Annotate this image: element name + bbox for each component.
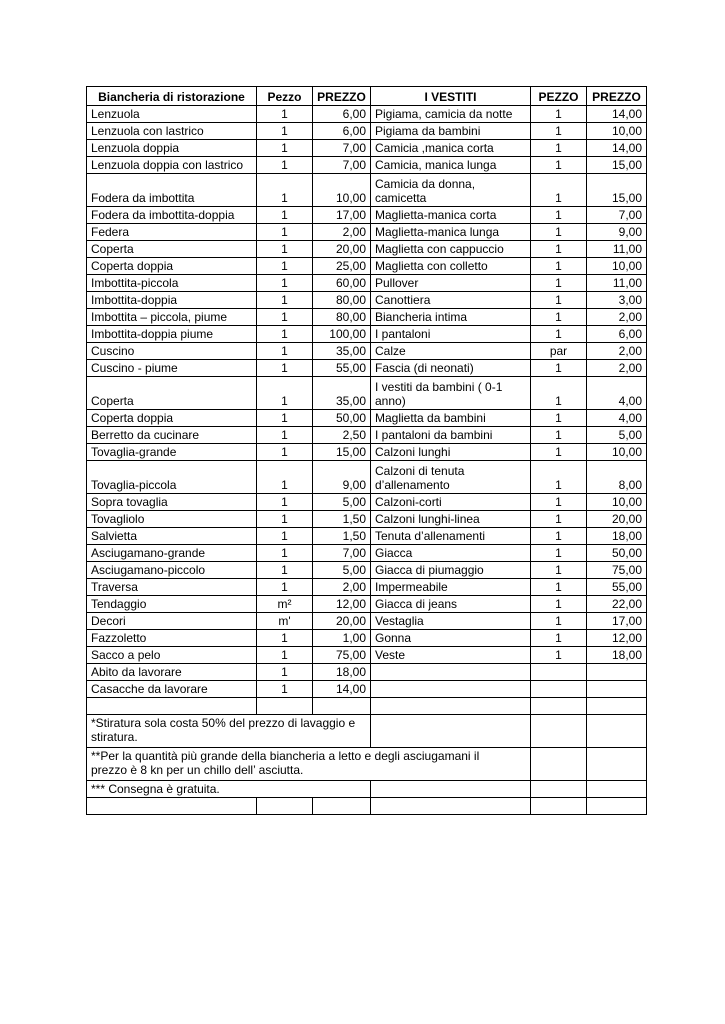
linen-qty-cell: 1: [257, 292, 313, 309]
linen-qty-cell: 1: [257, 528, 313, 545]
empty-cell: [371, 715, 531, 748]
empty-cell: [531, 748, 587, 781]
linen-qty-cell: 1: [257, 106, 313, 123]
clothes-qty-cell: 1: [531, 224, 587, 241]
clothes-item-cell: Giacca di piumaggio: [371, 562, 531, 579]
header-clothes-price: PREZZO: [587, 87, 647, 106]
clothes-qty-cell: 1: [531, 579, 587, 596]
clothes-item-cell: Veste: [371, 647, 531, 664]
linen-item-cell: Tendaggio: [87, 596, 257, 613]
table-row: [87, 630, 647, 647]
clothes-item-cell: Maglietta da bambini: [371, 410, 531, 427]
linen-item-cell: Casacche da lavorare: [87, 681, 257, 698]
clothes-qty-cell: 1: [531, 630, 587, 647]
linen-qty-cell: 1: [257, 562, 313, 579]
linen-price-cell: 80,00: [313, 292, 371, 309]
clothes-qty-cell: 1: [531, 444, 587, 461]
clothes-qty-cell: 1: [531, 647, 587, 664]
linen-item-cell: Imbottita – piccola, piume: [87, 309, 257, 326]
clothes-price-cell: 6,00: [587, 326, 647, 343]
table-row: [87, 562, 647, 579]
empty-cell: [257, 798, 313, 815]
linen-price-cell: 15,00: [313, 444, 371, 461]
clothes-qty-cell: 1: [531, 377, 587, 410]
linen-item-cell: Lenzuola doppia: [87, 140, 257, 157]
clothes-qty-cell: 1: [531, 494, 587, 511]
empty-cell: [313, 698, 371, 715]
linen-qty-cell: 1: [257, 207, 313, 224]
clothes-price-cell: 8,00: [587, 461, 647, 494]
linen-item-cell: Coperta: [87, 241, 257, 258]
clothes-price-cell: [587, 664, 647, 681]
table-row: [87, 326, 647, 343]
linen-item-cell: Coperta doppia: [87, 410, 257, 427]
empty-cell: [371, 781, 531, 798]
empty-cell: [531, 715, 587, 748]
clothes-price-cell: 55,00: [587, 579, 647, 596]
empty-row: [87, 798, 647, 815]
clothes-item-cell: Gonna: [371, 630, 531, 647]
empty-cell: [371, 798, 531, 815]
empty-cell: [531, 798, 587, 815]
linen-price-cell: 2,00: [313, 224, 371, 241]
table-row: [87, 410, 647, 427]
clothes-item-cell: Calzoni di tenuta d’allenamento: [371, 461, 531, 494]
table-row: [87, 360, 647, 377]
clothes-item-cell: Calze: [371, 343, 531, 360]
clothes-qty-cell: 1: [531, 123, 587, 140]
linen-price-cell: 5,00: [313, 562, 371, 579]
clothes-qty-cell: 1: [531, 613, 587, 630]
linen-price-cell: 18,00: [313, 664, 371, 681]
clothes-price-cell: 4,00: [587, 377, 647, 410]
empty-cell: [587, 715, 647, 748]
clothes-price-cell: 11,00: [587, 275, 647, 292]
linen-price-cell: 7,00: [313, 545, 371, 562]
clothes-qty-cell: [531, 664, 587, 681]
clothes-price-cell: [587, 681, 647, 698]
clothes-price-cell: 7,00: [587, 207, 647, 224]
linen-item-cell: Coperta: [87, 377, 257, 410]
linen-qty-cell: 1: [257, 174, 313, 207]
linen-item-cell: Imbottita-piccola: [87, 275, 257, 292]
clothes-price-cell: 5,00: [587, 427, 647, 444]
linen-price-cell: 14,00: [313, 681, 371, 698]
linen-qty-cell: 1: [257, 140, 313, 157]
linen-qty-cell: 1: [257, 664, 313, 681]
clothes-qty-cell: 1: [531, 174, 587, 207]
linen-qty-cell: 1: [257, 157, 313, 174]
clothes-price-cell: 11,00: [587, 241, 647, 258]
linen-qty-cell: 1: [257, 377, 313, 410]
clothes-price-cell: 3,00: [587, 292, 647, 309]
note-bulk-price: **Per la quantità più grande della biancheria a letto e degli asciugamani il prezzo è 8 kn per un chillo dell’ asciutta.: [87, 748, 531, 781]
linen-qty-cell: 1: [257, 630, 313, 647]
linen-item-cell: Decori: [87, 613, 257, 630]
empty-cell: [587, 781, 647, 798]
linen-item-cell: Tovaglia-grande: [87, 444, 257, 461]
linen-qty-cell: 1: [257, 511, 313, 528]
linen-qty-cell: 1: [257, 360, 313, 377]
linen-qty-cell: 1: [257, 343, 313, 360]
clothes-price-cell: 22,00: [587, 596, 647, 613]
clothes-item-cell: Camicia, manica lunga: [371, 157, 531, 174]
linen-price-cell: 35,00: [313, 343, 371, 360]
linen-item-cell: Fodera da imbottita-doppia: [87, 207, 257, 224]
linen-qty-cell: 1: [257, 579, 313, 596]
linen-price-cell: 20,00: [313, 613, 371, 630]
linen-item-cell: Federa: [87, 224, 257, 241]
clothes-item-cell: Canottiera: [371, 292, 531, 309]
linen-item-cell: Sacco a pelo: [87, 647, 257, 664]
linen-price-cell: 1,00: [313, 630, 371, 647]
empty-cell: [587, 748, 647, 781]
table-row: [87, 444, 647, 461]
clothes-qty-cell: 1: [531, 410, 587, 427]
linen-qty-cell: 1: [257, 461, 313, 494]
clothes-qty-cell: 1: [531, 106, 587, 123]
clothes-qty-cell: 1: [531, 157, 587, 174]
linen-price-cell: 50,00: [313, 410, 371, 427]
linen-qty-cell: 1: [257, 326, 313, 343]
clothes-qty-cell: 1: [531, 511, 587, 528]
clothes-qty-cell: par: [531, 343, 587, 360]
clothes-qty-cell: 1: [531, 596, 587, 613]
clothes-qty-cell: 1: [531, 326, 587, 343]
clothes-item-cell: Pigiama da bambini: [371, 123, 531, 140]
linen-price-cell: 2,00: [313, 579, 371, 596]
clothes-price-cell: 10,00: [587, 258, 647, 275]
header-clothes-item: I VESTITI: [371, 87, 531, 106]
clothes-item-cell: Pullover: [371, 275, 531, 292]
clothes-qty-cell: 1: [531, 258, 587, 275]
linen-qty-cell: m²: [257, 596, 313, 613]
table-row: [87, 596, 647, 613]
clothes-qty-cell: 1: [531, 292, 587, 309]
clothes-item-cell: Calzoni lunghi: [371, 444, 531, 461]
linen-price-cell: 2,50: [313, 427, 371, 444]
header-clothes-qty: PEZZO: [531, 87, 587, 106]
linen-item-cell: Coperta doppia: [87, 258, 257, 275]
clothes-qty-cell: 1: [531, 461, 587, 494]
linen-item-cell: Imbottita-doppia piume: [87, 326, 257, 343]
clothes-price-cell: 18,00: [587, 647, 647, 664]
linen-item-cell: Berretto da cucinare: [87, 427, 257, 444]
clothes-qty-cell: 1: [531, 360, 587, 377]
clothes-qty-cell: 1: [531, 275, 587, 292]
linen-price-cell: 20,00: [313, 241, 371, 258]
linen-price-cell: 100,00: [313, 326, 371, 343]
clothes-item-cell: Fascia (di neonati): [371, 360, 531, 377]
linen-item-cell: Imbottita-doppia: [87, 292, 257, 309]
linen-item-cell: Asciugamano-piccolo: [87, 562, 257, 579]
table-row: [87, 258, 647, 275]
empty-cell: [531, 698, 587, 715]
table-row: [87, 664, 647, 681]
table-row: [87, 613, 647, 630]
clothes-item-cell: I pantaloni da bambini: [371, 427, 531, 444]
clothes-price-cell: 9,00: [587, 224, 647, 241]
table-row: [87, 545, 647, 562]
clothes-price-cell: 15,00: [587, 157, 647, 174]
clothes-price-cell: 12,00: [587, 630, 647, 647]
table-row: [87, 207, 647, 224]
clothes-price-cell: 2,00: [587, 309, 647, 326]
linen-item-cell: Lenzuola doppia con lastrico: [87, 157, 257, 174]
linen-qty-cell: 1: [257, 494, 313, 511]
linen-qty-cell: 1: [257, 241, 313, 258]
empty-cell: [257, 698, 313, 715]
linen-item-cell: Cuscino - piume: [87, 360, 257, 377]
linen-qty-cell: 1: [257, 309, 313, 326]
clothes-item-cell: Giacca: [371, 545, 531, 562]
linen-price-cell: 10,00: [313, 174, 371, 207]
clothes-item-cell: I pantaloni: [371, 326, 531, 343]
price-list-table: [86, 86, 647, 815]
clothes-item-cell: Camicia ,manica corta: [371, 140, 531, 157]
clothes-qty-cell: 1: [531, 427, 587, 444]
linen-price-cell: 6,00: [313, 106, 371, 123]
linen-price-cell: 17,00: [313, 207, 371, 224]
linen-qty-cell: 1: [257, 275, 313, 292]
table-row: [87, 275, 647, 292]
clothes-qty-cell: 1: [531, 545, 587, 562]
clothes-item-cell: Calzoni lunghi-linea: [371, 511, 531, 528]
clothes-price-cell: 20,00: [587, 511, 647, 528]
linen-item-cell: Fazzoletto: [87, 630, 257, 647]
table-row: [87, 174, 647, 207]
clothes-price-cell: 15,00: [587, 174, 647, 207]
clothes-price-cell: 17,00: [587, 613, 647, 630]
clothes-qty-cell: 1: [531, 528, 587, 545]
table-row: [87, 528, 647, 545]
linen-qty-cell: 1: [257, 123, 313, 140]
table-row: [87, 224, 647, 241]
linen-price-cell: 1,50: [313, 528, 371, 545]
table-row: [87, 377, 647, 410]
table-row: [87, 681, 647, 698]
table-row: [87, 140, 647, 157]
clothes-qty-cell: 1: [531, 140, 587, 157]
linen-item-cell: Sopra tovaglia: [87, 494, 257, 511]
clothes-item-cell: Impermeabile: [371, 579, 531, 596]
header-row: [87, 87, 647, 106]
table-row: [87, 579, 647, 596]
linen-qty-cell: m': [257, 613, 313, 630]
linen-price-cell: 12,00: [313, 596, 371, 613]
clothes-item-cell: Pigiama, camicia da notte: [371, 106, 531, 123]
clothes-qty-cell: 1: [531, 207, 587, 224]
table-row: [87, 343, 647, 360]
linen-qty-cell: 1: [257, 427, 313, 444]
clothes-qty-cell: 1: [531, 241, 587, 258]
clothes-price-cell: 2,00: [587, 360, 647, 377]
linen-price-cell: 7,00: [313, 157, 371, 174]
clothes-item-cell: Maglietta-manica lunga: [371, 224, 531, 241]
clothes-price-cell: 75,00: [587, 562, 647, 579]
clothes-item-cell: Maglietta-manica corta: [371, 207, 531, 224]
linen-price-cell: 55,00: [313, 360, 371, 377]
clothes-price-cell: 18,00: [587, 528, 647, 545]
empty-cell: [587, 698, 647, 715]
linen-item-cell: Salvietta: [87, 528, 257, 545]
clothes-price-cell: 10,00: [587, 123, 647, 140]
linen-item-cell: Abito da lavorare: [87, 664, 257, 681]
clothes-price-cell: 4,00: [587, 410, 647, 427]
clothes-price-cell: 14,00: [587, 106, 647, 123]
linen-item-cell: Lenzuola: [87, 106, 257, 123]
clothes-price-cell: 10,00: [587, 444, 647, 461]
clothes-price-cell: 50,00: [587, 545, 647, 562]
clothes-item-cell: Maglietta con colletto: [371, 258, 531, 275]
note-row: [87, 781, 647, 798]
empty-cell: [531, 781, 587, 798]
linen-item-cell: Asciugamano-grande: [87, 545, 257, 562]
linen-qty-cell: 1: [257, 410, 313, 427]
linen-qty-cell: 1: [257, 647, 313, 664]
empty-row: [87, 698, 647, 715]
note-delivery: *** Consegna è gratuita.: [87, 781, 371, 798]
linen-price-cell: 7,00: [313, 140, 371, 157]
empty-cell: [371, 698, 531, 715]
table-row: [87, 511, 647, 528]
empty-cell: [313, 798, 371, 815]
linen-qty-cell: 1: [257, 681, 313, 698]
linen-price-cell: 5,00: [313, 494, 371, 511]
clothes-qty-cell: 1: [531, 562, 587, 579]
clothes-qty-cell: 1: [531, 309, 587, 326]
table-row: [87, 494, 647, 511]
linen-price-cell: 60,00: [313, 275, 371, 292]
clothes-item-cell: Biancheria intima: [371, 309, 531, 326]
linen-item-cell: Lenzuola con lastrico: [87, 123, 257, 140]
linen-price-cell: 1,50: [313, 511, 371, 528]
linen-item-cell: Tovaglia-piccola: [87, 461, 257, 494]
linen-item-cell: Tovagliolo: [87, 511, 257, 528]
clothes-qty-cell: [531, 681, 587, 698]
empty-cell: [587, 798, 647, 815]
linen-item-cell: Cuscino: [87, 343, 257, 360]
linen-item-cell: Fodera da imbottita: [87, 174, 257, 207]
linen-price-cell: 6,00: [313, 123, 371, 140]
table-row: [87, 292, 647, 309]
note-row: [87, 748, 647, 781]
clothes-price-cell: 2,00: [587, 343, 647, 360]
clothes-item-cell: Maglietta con cappuccio: [371, 241, 531, 258]
header-linen-item: Biancheria di ristorazione: [87, 87, 257, 106]
table-row: [87, 106, 647, 123]
clothes-item-cell: [371, 664, 531, 681]
table-row: [87, 241, 647, 258]
table-row: [87, 427, 647, 444]
clothes-item-cell: Calzoni-corti: [371, 494, 531, 511]
table-row: [87, 309, 647, 326]
table-row: [87, 647, 647, 664]
linen-price-cell: 9,00: [313, 461, 371, 494]
clothes-item-cell: Camicia da donna, camicetta: [371, 174, 531, 207]
table-row: [87, 461, 647, 494]
empty-cell: [87, 698, 257, 715]
linen-qty-cell: 1: [257, 444, 313, 461]
table-row: [87, 123, 647, 140]
linen-price-cell: 25,00: [313, 258, 371, 275]
note-row: [87, 715, 647, 748]
header-linen-qty: Pezzo: [257, 87, 313, 106]
linen-price-cell: 80,00: [313, 309, 371, 326]
clothes-item-cell: Giacca di jeans: [371, 596, 531, 613]
clothes-item-cell: Vestaglia: [371, 613, 531, 630]
clothes-price-cell: 14,00: [587, 140, 647, 157]
note-ironing: *Stiratura sola costa 50% del prezzo di lavaggio e stiratura.: [87, 715, 371, 748]
linen-price-cell: 35,00: [313, 377, 371, 410]
clothes-price-cell: 10,00: [587, 494, 647, 511]
linen-qty-cell: 1: [257, 224, 313, 241]
linen-item-cell: Traversa: [87, 579, 257, 596]
clothes-item-cell: I vestiti da bambini ( 0-1 anno): [371, 377, 531, 410]
header-linen-price: PREZZO: [313, 87, 371, 106]
empty-cell: [87, 798, 257, 815]
linen-price-cell: 75,00: [313, 647, 371, 664]
linen-qty-cell: 1: [257, 545, 313, 562]
linen-qty-cell: 1: [257, 258, 313, 275]
clothes-item-cell: Tenuta d’allenamenti: [371, 528, 531, 545]
clothes-item-cell: [371, 681, 531, 698]
table-row: [87, 157, 647, 174]
